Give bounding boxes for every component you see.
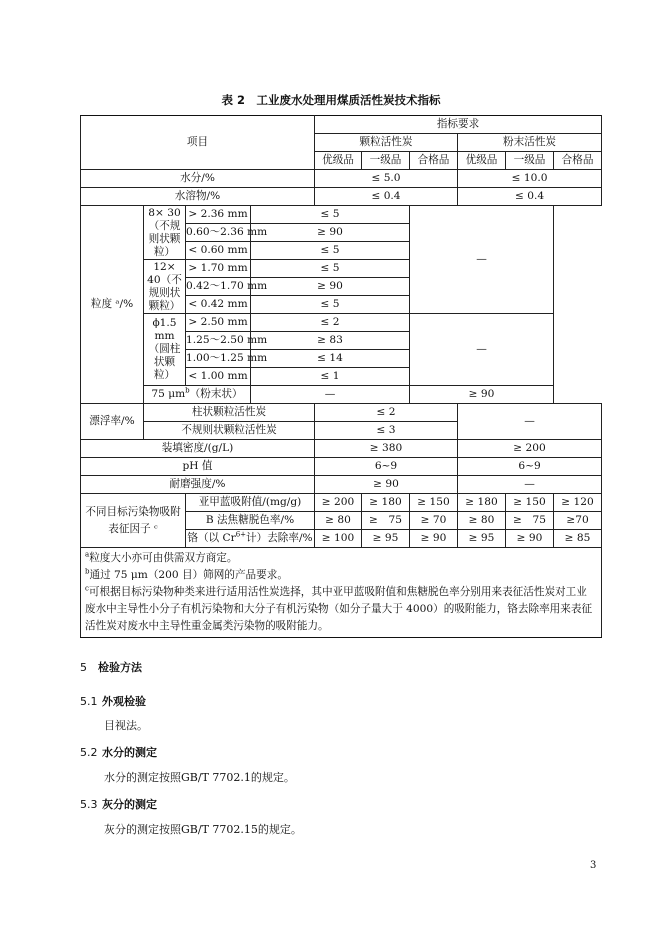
- size-range: 1.25～2.50 mm: [186, 332, 251, 350]
- header-item: 项目: [81, 116, 315, 170]
- section-5-2-body: 水分的测定按照GB/T 7702.1的规定。: [104, 771, 295, 784]
- value-cell: ≥ 95: [362, 530, 410, 548]
- powder-dash-cell: —: [410, 314, 554, 386]
- value-cell: 6~9: [315, 458, 458, 476]
- value-cell: ≥ 200: [315, 494, 362, 512]
- row-label: 装填密度/(g/L): [81, 440, 315, 458]
- row-size-g1-1: [81, 206, 602, 224]
- value-cell: ≥ 90: [410, 386, 554, 404]
- value-cell: ≤ 1: [251, 368, 410, 386]
- spec-table: [80, 115, 602, 638]
- header-row-1: [81, 116, 602, 134]
- value-cell: ≥ 75: [362, 512, 410, 530]
- row-label: 不规则状颗粒活性炭: [144, 422, 315, 440]
- powder-dash-cell: —: [410, 206, 554, 314]
- value-cell: —: [251, 386, 410, 404]
- value-cell: ≤ 2: [315, 404, 458, 422]
- pollutant-label: 不同目标污染物吸附表征因子 ᶜ: [81, 494, 186, 548]
- value-cell: ≥ 200: [458, 440, 602, 458]
- value-cell: ≤ 2: [251, 314, 410, 332]
- row-label: pH 值: [81, 458, 315, 476]
- size-range: > 2.36 mm: [186, 206, 251, 224]
- value-cell: ≥ 90: [315, 476, 458, 494]
- header-requirement: 指标要求: [315, 116, 602, 134]
- spec-table-container: [80, 115, 601, 638]
- value-cell: ≥ 150: [410, 494, 458, 512]
- size-group-label: 8× 30（不规则状颗粒）: [144, 206, 186, 260]
- grade-label: 合格品: [554, 152, 602, 170]
- value-cell: ≥70: [554, 512, 602, 530]
- value-cell: 6~9: [458, 458, 602, 476]
- page-number: 3: [590, 860, 597, 871]
- size-group-label: 12× 40（不规则状颗粒）: [144, 260, 186, 314]
- row-label: 亚甲蓝吸附值/(mg/g): [186, 494, 315, 512]
- value-cell: ≤ 0.4: [458, 188, 602, 206]
- header-granular: 颗粒活性炭: [315, 134, 458, 152]
- value-cell: ≥ 80: [458, 512, 506, 530]
- row-bulk-density: [81, 440, 602, 458]
- particle-size-label: 粒度 ᵃ/%: [81, 206, 144, 404]
- note-a: $^a$粒度大小亦可由供需双方商定。: [85, 550, 238, 564]
- grade-label: 优级品: [315, 152, 362, 170]
- size-range: < 1.00 mm: [186, 368, 251, 386]
- row-hardness: [81, 476, 602, 494]
- section-5-3-body: 灰分的测定按照GB/T 7702.15的规定。: [104, 823, 302, 836]
- size-range: 1.00～1.25 mm: [186, 350, 251, 368]
- floating-label: 漂浮率/%: [81, 404, 144, 440]
- table-notes: [81, 548, 602, 638]
- size-group-label: ϕ1.5 mm（圆柱状颗粒）: [144, 314, 186, 386]
- size-range: < 0.42 mm: [186, 296, 251, 314]
- size-range: 0.42～1.70 mm: [186, 278, 251, 296]
- value-cell: ≤ 5.0: [315, 170, 458, 188]
- row-label: 水溶物/%: [81, 188, 315, 206]
- size-range: > 2.50 mm: [186, 314, 251, 332]
- value-cell: ≥ 100: [315, 530, 362, 548]
- size-range: < 0.60 mm: [186, 242, 251, 260]
- row-methylene: [81, 494, 602, 512]
- value-cell: ≥ 95: [458, 530, 506, 548]
- value-cell: ≥ 75: [506, 512, 554, 530]
- mesh75-label: 75 $\mu m^b$（粉末状）: [144, 386, 251, 404]
- value-cell: ≥ 180: [362, 494, 410, 512]
- value-cell: ≥ 90: [506, 530, 554, 548]
- grade-label: 优级品: [458, 152, 506, 170]
- grade-label: 一级品: [362, 152, 410, 170]
- section-5-1-heading: 5.1 外观检验: [80, 695, 146, 708]
- row-label: B 法焦糖脱色率/%: [186, 512, 315, 530]
- row-size-g3-1: [81, 314, 602, 332]
- section-5-heading: 5 检验方法: [80, 661, 142, 674]
- section-5-2-heading: 5.2 水分的测定: [80, 746, 157, 759]
- powder-dash-cell: —: [458, 404, 602, 440]
- value-cell: ≤ 5: [251, 296, 410, 314]
- section-5-3-heading: 5.3 灰分的测定: [80, 798, 157, 811]
- note-b: $^b$通过 75 μm（200 目）筛网的产品要求。: [85, 567, 288, 581]
- row-label: 铬（以 $Cr^{6+}$计）去除率/%: [186, 530, 315, 548]
- row-label: 柱状颗粒活性炭: [144, 404, 315, 422]
- table-caption: 表 2 工业废水处理用煤质活性炭技术指标: [221, 93, 441, 107]
- row-label: 水分/%: [81, 170, 315, 188]
- value-cell: ≥ 120: [554, 494, 602, 512]
- value-cell: ≥ 180: [458, 494, 506, 512]
- row-moisture: [81, 170, 602, 188]
- value-cell: ≤ 3: [315, 422, 458, 440]
- value-cell: ≤ 14: [251, 350, 410, 368]
- row-floating-1: [81, 404, 602, 422]
- value-cell: ≥ 90: [251, 278, 410, 296]
- row-ph: [81, 458, 602, 476]
- value-cell: —: [458, 476, 602, 494]
- row-water-soluble: [81, 188, 602, 206]
- value-cell: ≥ 90: [410, 530, 458, 548]
- value-cell: ≥ 85: [554, 530, 602, 548]
- row-label: 耐磨强度/%: [81, 476, 315, 494]
- row-size-75um: [81, 386, 602, 404]
- value-cell: ≤ 10.0: [458, 170, 602, 188]
- value-cell: ≤ 5: [251, 206, 410, 224]
- row-notes: [81, 548, 602, 638]
- value-cell: ≤ 0.4: [315, 188, 458, 206]
- header-powder: 粉末活性炭: [458, 134, 602, 152]
- value-cell: ≤ 5: [251, 260, 410, 278]
- grade-label: 合格品: [410, 152, 458, 170]
- value-cell: ≥ 380: [315, 440, 458, 458]
- size-range: > 1.70 mm: [186, 260, 251, 278]
- note-c: $^c$可根据目标污染物种类来进行适用活性炭选择，其中亚甲蓝吸附值和焦糖脱色率分别用来表征活性炭对工业废水中主导性小分子有机污染物和大分子有机污染物（如分子量大于 4000）的吸附能力，铬去除率用来表征活性炭对废水中主导性重金属类污染物的吸附能力。: [85, 584, 593, 632]
- section-5-1-body: 目视法。: [104, 719, 148, 732]
- size-range: 0.60～2.36 mm: [186, 224, 251, 242]
- value-cell: ≥ 83: [251, 332, 410, 350]
- value-cell: ≤ 5: [251, 242, 410, 260]
- value-cell: ≥ 80: [315, 512, 362, 530]
- value-cell: ≥ 90: [251, 224, 410, 242]
- value-cell: ≥ 150: [506, 494, 554, 512]
- grade-label: 一级品: [506, 152, 554, 170]
- value-cell: ≥ 70: [410, 512, 458, 530]
